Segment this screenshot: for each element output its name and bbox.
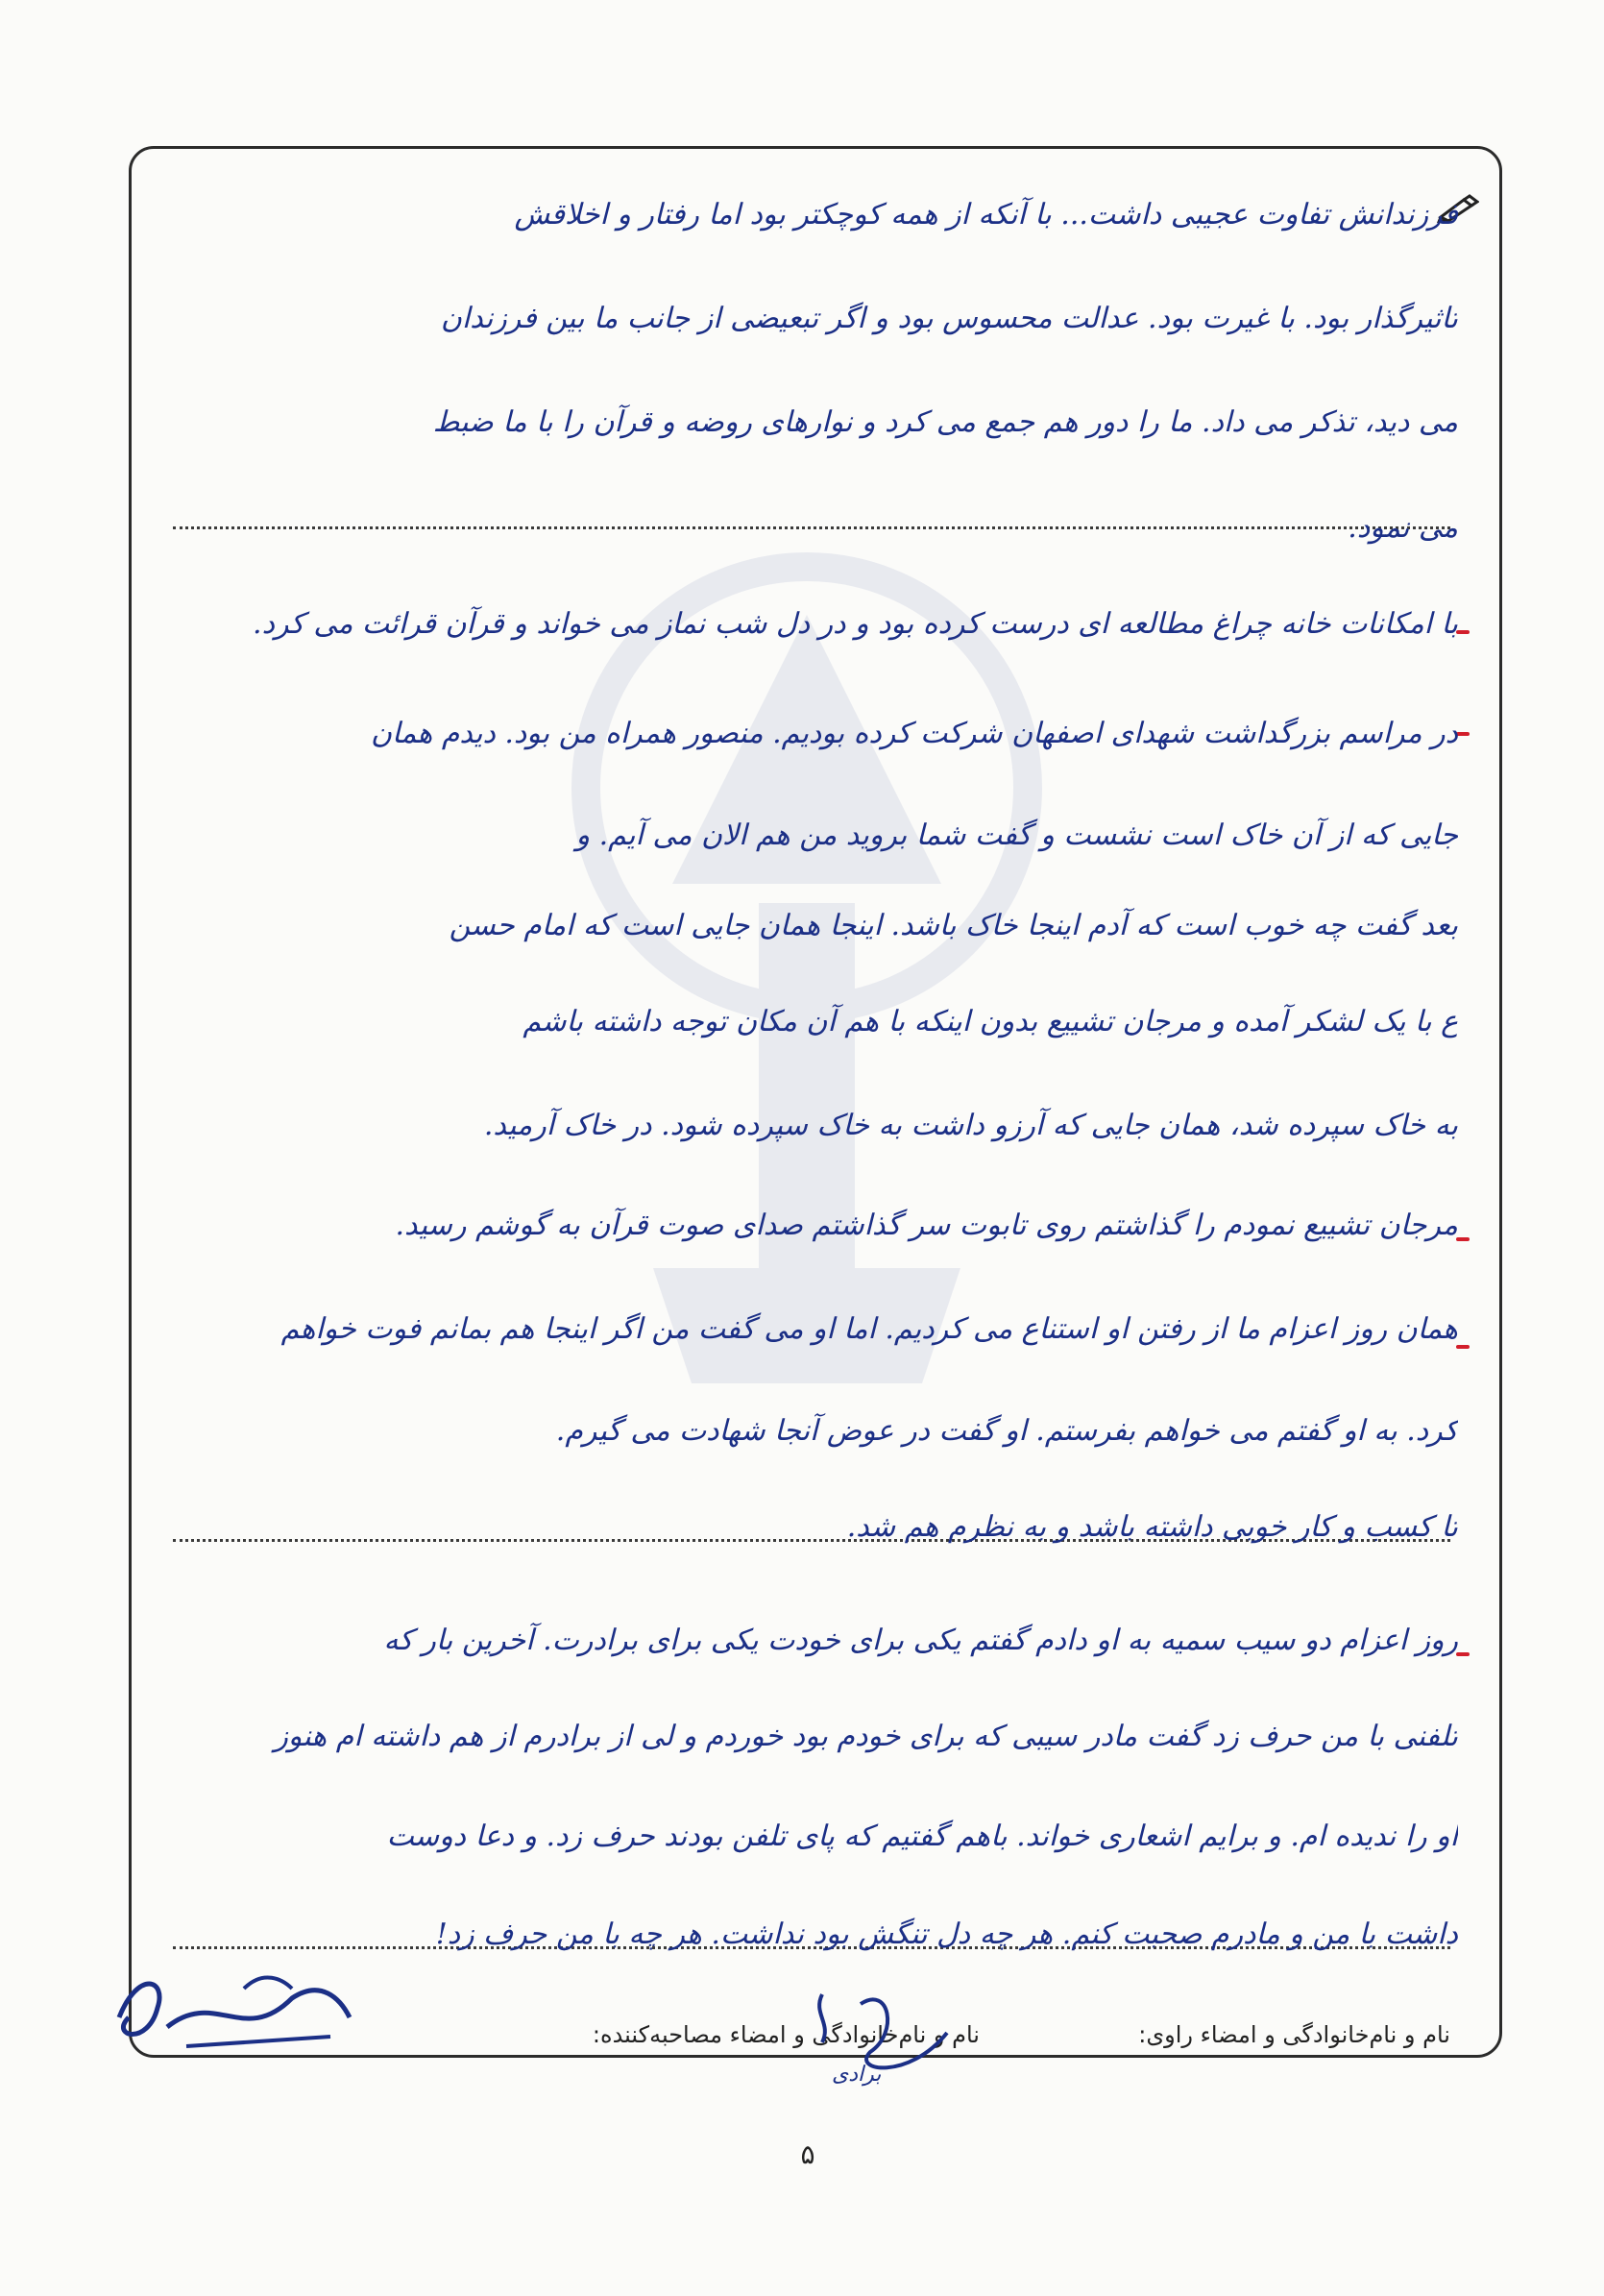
handwritten-line: ع با یک لشکر آمده و مرجان تشییع بدون اینکه با هم آن مکان توجه داشته باشم — [523, 1005, 1458, 1038]
handwritten-line: در مراسم بزرگداشت شهدای اصفهان شرکت کرده بودیم. منصور همراه من بود. دیدم همان — [370, 717, 1458, 750]
interviewer-signature-label: نام و نام‌خانوادگی و امضاء مصاحبه‌کننده: — [592, 2021, 980, 2048]
handwritten-line: تاثیرگذار بود. با غیرت بود. عدالت محسوس بود و اگر تبعیضی از جانب ما بین فرزندان — [440, 302, 1458, 335]
handwritten-line: او را ندیده ام. و برایم اشعاری خواند. باهم گفتیم که پای تلفن بودند حرف زد. و دعا دوست — [386, 1820, 1458, 1853]
handwritten-line: مرجان تشییع نمودم را گذاشتم روی تابوت سر گذاشتم صدای صوت قرآن به گوشم رسید. — [395, 1209, 1458, 1242]
red-margin-mark — [1456, 1652, 1470, 1656]
handwritten-line: با امکانات خانه چراغ مطالعه ای درست کرده بود و در دل شب نماز می خواند و قرآن قرائت می کرد. — [253, 607, 1458, 641]
handwritten-line: همان روز اعزام ما از رفتن او استناع می کردیم. اما او می گفت من اگر اینجا هم بمانم فوت خواهم — [280, 1312, 1458, 1346]
narrator-signature-label: نام و نام‌خانوادگی و امضاء راوی: — [1138, 2021, 1450, 2048]
handwritten-line: فرزندانش تفاوت عجیبی داشت... با آنکه از همه کوچکتر بود اما رفتار و اخلاقش — [514, 198, 1458, 232]
handwritten-line: تلفنی با من حرف زد گفت مادر سیبی که برای خودم بود خوردم و لی از برادرم از هم داشته ام هنوز — [274, 1720, 1458, 1753]
handwritten-line: تا کسب و کار خوبی داشته باشد و به نظرم هم شد. — [846, 1510, 1458, 1544]
handwritten-line: کرد. به او گفتم می خواهم بفرستم. او گفت در عوض آنجا شهادت می گیرم. — [555, 1414, 1458, 1448]
handwritten-line: به خاک سپرده شد، همان جایی که آرزو داشت به خاک سپرده شود. در خاک آرمید. — [483, 1109, 1458, 1142]
interviewer-signature — [803, 1975, 966, 2090]
red-margin-mark — [1456, 732, 1470, 736]
handwritten-line: می دید، تذکر می داد. ما را دور هم جمع می کرد و نوارهای روضه و قرآن را با ما ضبط — [432, 405, 1458, 439]
page-number: ۵ — [800, 2138, 815, 2170]
red-margin-mark — [1456, 1237, 1470, 1241]
narrator-signature — [100, 1960, 359, 2075]
signature-name: برادی — [832, 2063, 882, 2087]
handwritten-line: جایی که از آن خاک است نشست و گفت شما بروید من هم الان می آیم. و — [575, 818, 1458, 852]
red-margin-mark — [1456, 1345, 1470, 1349]
red-margin-mark — [1456, 630, 1470, 634]
handwritten-line: می نمود. — [1348, 511, 1458, 545]
handwritten-line: داشت با من و مادرم صحبت کنم. هر چه دل تنگش بود نداشت. هر چه با من حرف زد! — [435, 1917, 1458, 1951]
handwritten-line: روز اعزام دو سیب سمیه به او دادم گفتم یکی برای خودت یکی برای برادرت. آخرین بار که — [383, 1624, 1458, 1657]
handwritten-line: بعد گفت چه خوب است که آدم اینجا خاک باشد. اینجا همان جایی است که امام حسن — [449, 909, 1458, 942]
